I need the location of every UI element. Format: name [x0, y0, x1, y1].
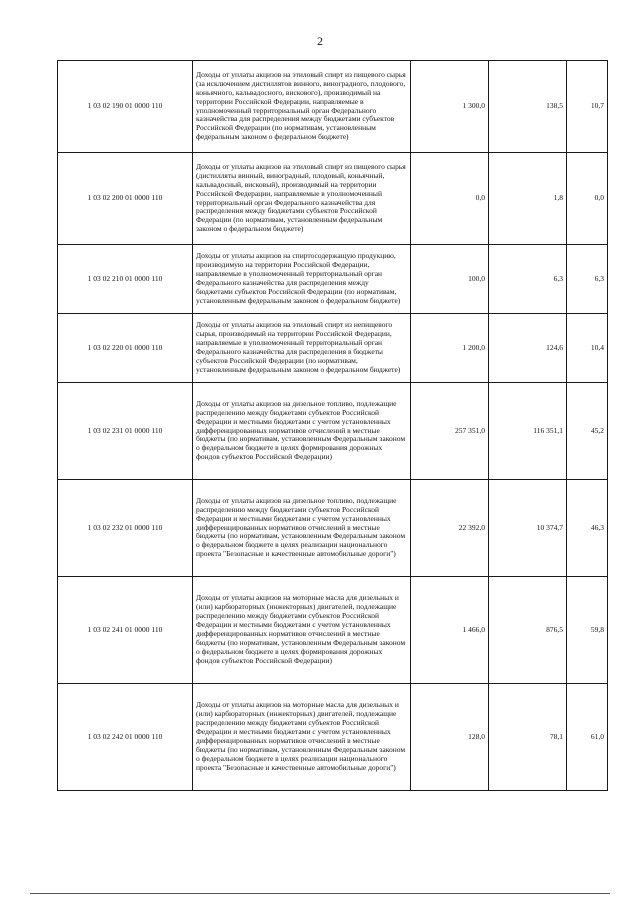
execution-percent-cell: 0,0 [567, 153, 608, 245]
execution-percent-cell: 6,3 [567, 245, 608, 314]
page-bottom-rule [30, 893, 610, 894]
plan-amount-cell: 1 466,0 [411, 577, 489, 684]
plan-amount-cell: 1 200,0 [411, 314, 489, 383]
execution-percent-cell: 59,8 [567, 577, 608, 684]
table-row [58, 577, 608, 684]
execution-percent-cell: 10,7 [567, 61, 608, 153]
actual-amount-cell: 6,3 [489, 245, 567, 314]
plan-amount-cell: 22 392,0 [411, 480, 489, 577]
actual-amount-cell: 116 351,1 [489, 383, 567, 480]
budget-code-cell: 1 03 02 210 01 0000 110 [58, 245, 193, 314]
revenue-description-cell: Доходы от уплаты акцизов на моторные масла для дизельных и (или) карбюраторных (инжекторных) двигателей, подлежащие распределению между бюджетами субъектов Российской Федерации и местными бюджетами с учетом установленных дифференцированных нормативов отчислений в местные бюджеты (по нормативам, установленным Федеральным законом о федеральном бюджете в целях формирования дорожных фондов субъектов Российской Федерации) [193, 577, 411, 684]
budget-code-cell: 1 03 02 190 01 0000 110 [58, 61, 193, 153]
table-row [58, 314, 608, 383]
execution-percent-cell: 10,4 [567, 314, 608, 383]
table-row [58, 684, 608, 791]
revenue-description-cell: Доходы от уплаты акцизов на дизельное топливо, подлежащие распределению между бюджетами субъектов Российской Федерации и местными бюджетами с учетом установленных дифференцированных нормативов отчислений в местные бюджеты (по нормативам, установленным Федеральным законом о федеральном бюджете в целях формирования дорожных фондов субъектов Российской Федерации) [193, 383, 411, 480]
plan-amount-cell: 1 300,0 [411, 61, 489, 153]
revenue-description-cell: Доходы от уплаты акцизов на моторные масла для дизельных и (или) карбюраторных (инжекторных) двигателей, подлежащие распределению между бюджетами субъектов Российской Федерации и местными бюджетами с учетом установленных дифференцированных нормативов отчислений в местные бюджеты (по нормативам, установленным Федеральным законом о федеральном бюджете в целях реализации национального проекта "Безопасные и качественные автомобильные дороги") [193, 684, 411, 791]
revenue-table [57, 60, 608, 791]
actual-amount-cell: 10 374,7 [489, 480, 567, 577]
plan-amount-cell: 257 351,0 [411, 383, 489, 480]
actual-amount-cell: 124,6 [489, 314, 567, 383]
plan-amount-cell: 100,0 [411, 245, 489, 314]
page-number: 2 [317, 34, 323, 48]
budget-code-cell: 1 03 02 232 01 0000 110 [58, 480, 193, 577]
revenue-description-cell: Доходы от уплаты акцизов на этиловый спирт из непищевого сырья, производимый на территории Российской Федерации, направляемые в уполномоченный территориальный орган Федерального казначейства для распределения в бюджеты субъектов Российской Федерации (по нормативам, установленным федеральным законом о федеральном бюджете) [193, 314, 411, 383]
revenue-description-cell: Доходы от уплаты акцизов на дизельное топливо, подлежащие распределению между бюджетами субъектов Российской Федерации и местными бюджетами с учетом установленных дифференцированных нормативов отчислений в местные бюджеты (по нормативам, установленным Федеральным законом о федеральном бюджете в целях реализации национального проекта "Безопасные и качественные автомобильные дороги") [193, 480, 411, 577]
execution-percent-cell: 45,2 [567, 383, 608, 480]
actual-amount-cell: 138,5 [489, 61, 567, 153]
revenue-description-cell: Доходы от уплаты акцизов на спиртосодержащую продукцию, производимую на территории Российской Федерации, направляемые в уполномоченный территориальный орган Федерального казначейства для распределения между бюджетами субъектов Российской Федерации (по нормативам, установленным федеральным законом о федеральном бюджете) [193, 245, 411, 314]
execution-percent-cell: 61,0 [567, 684, 608, 791]
plan-amount-cell: 128,0 [411, 684, 489, 791]
table-row [58, 480, 608, 577]
table-row [58, 61, 608, 153]
table-row [58, 245, 608, 314]
actual-amount-cell: 1,8 [489, 153, 567, 245]
budget-code-cell: 1 03 02 242 01 0000 110 [58, 684, 193, 791]
actual-amount-cell: 876,5 [489, 577, 567, 684]
execution-percent-cell: 46,3 [567, 480, 608, 577]
budget-code-cell: 1 03 02 200 01 0000 110 [58, 153, 193, 245]
budget-code-cell: 1 03 02 231 01 0000 110 [58, 383, 193, 480]
budget-code-cell: 1 03 02 220 01 0000 110 [58, 314, 193, 383]
table-row [58, 153, 608, 245]
budget-code-cell: 1 03 02 241 01 0000 110 [58, 577, 193, 684]
plan-amount-cell: 0,0 [411, 153, 489, 245]
actual-amount-cell: 78,1 [489, 684, 567, 791]
revenue-description-cell: Доходы от уплаты акцизов на этиловый спирт из пищевого сырья (дистилляты винный, виноградный, плодовый, коньячный, кальвадосный, висковый), производимый на территории Российской Федерации, направляемые в уполномоченный территориальный орган Федерального казначейства для распределения между бюджетами субъектов Российской Федерации (по нормативам, установленным федеральным законом о федеральном бюджете) [193, 153, 411, 245]
table-row [58, 383, 608, 480]
revenue-description-cell: Доходы от уплаты акцизов на этиловый спирт из пищевого сырья (за исключением дистиллятов винного, виноградного, плодового, коньячного, кальвадосного, вискового), производимый на территории Российской Федерации, направляемые в уполномоченный территориальный орган Федерального казначейства для распределения между бюджетами субъектов Российской Федерации (по нормативам, установленным федеральным законом о федеральном бюджете) [193, 61, 411, 153]
